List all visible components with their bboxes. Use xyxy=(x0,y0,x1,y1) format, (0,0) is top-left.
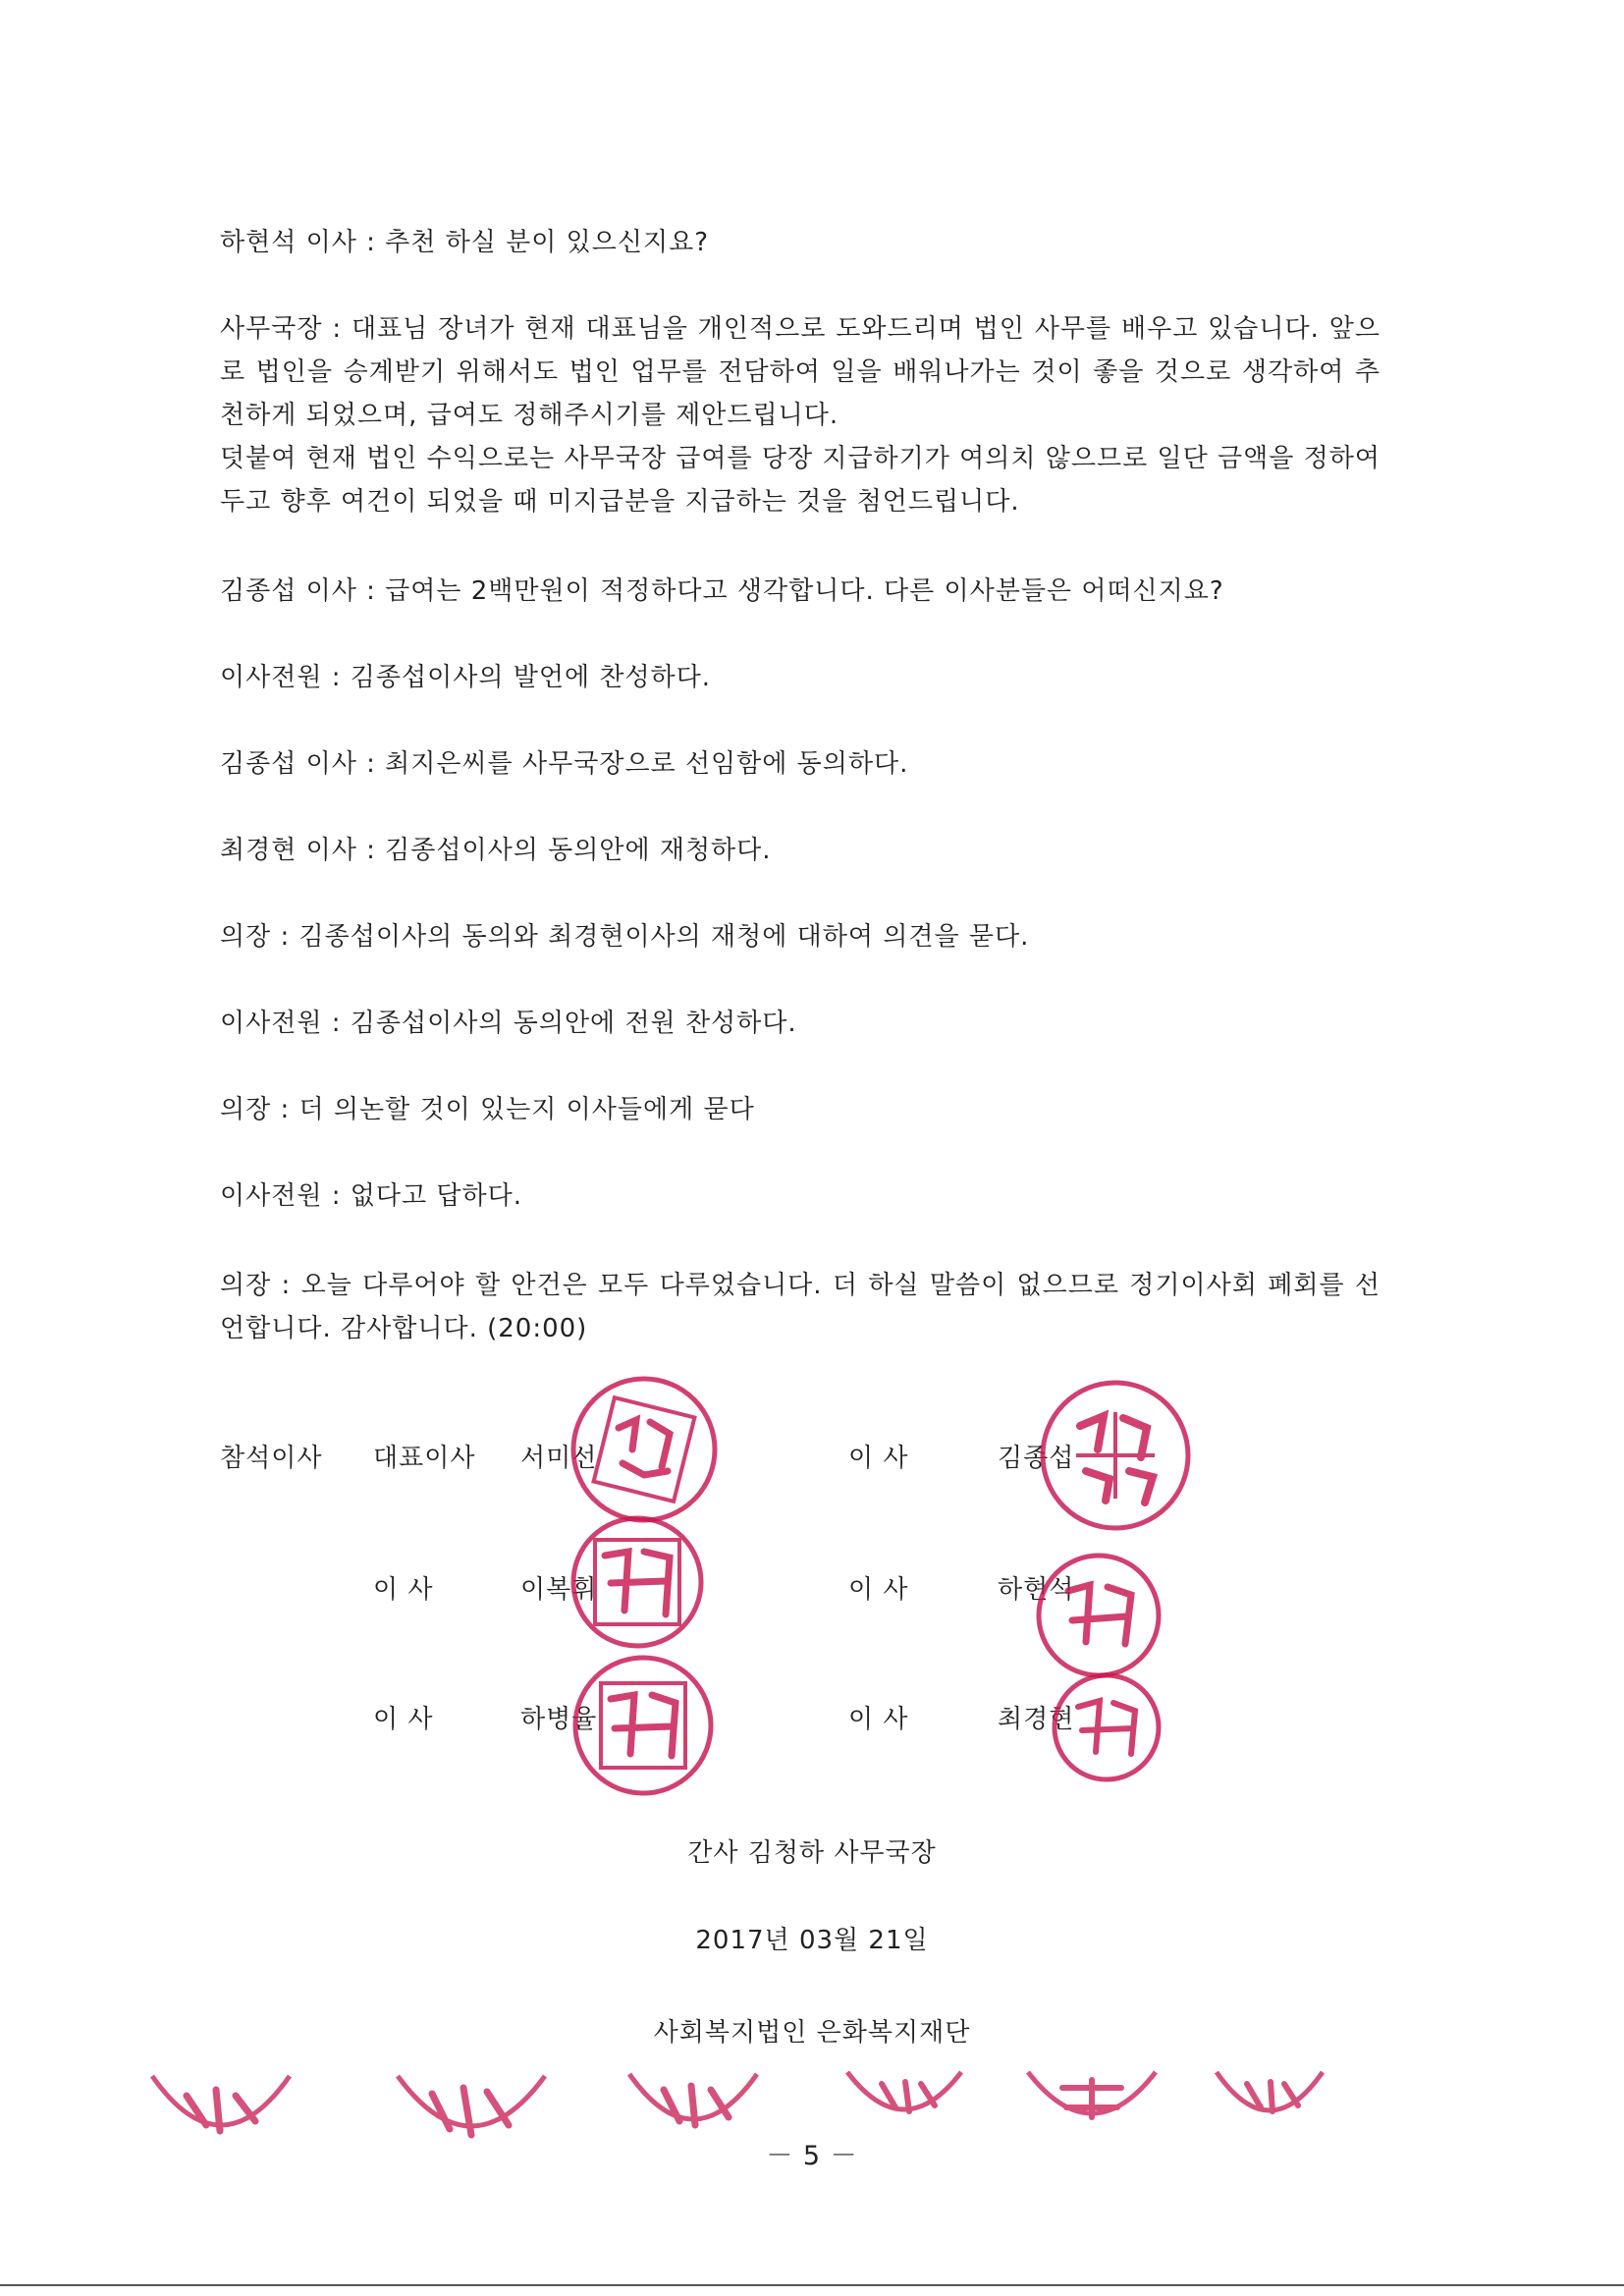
signature-role-right-3: 이 사 xyxy=(848,1705,909,1734)
signature-role-right-2: 이 사 xyxy=(848,1575,909,1605)
attendees-heading: 참석이사 xyxy=(220,1444,323,1473)
seal-stamp-ha-hyeonseok xyxy=(1033,1550,1164,1681)
bottom-partial-seal-5 xyxy=(1023,2066,1161,2135)
minutes-paragraph-5: 김종섭 이사 : 최지은씨를 사무국장으로 선임함에 동의하다. xyxy=(220,749,909,779)
bottom-partial-seal-6 xyxy=(1212,2066,1327,2129)
scan-bottom-edge xyxy=(0,2284,1624,2286)
seal-stamp-kim-jongseop xyxy=(1037,1377,1194,1534)
secretary-line: 간사 김청하 사무국장 xyxy=(687,1838,937,1868)
minutes-paragraph-2: 사무국장 : 대표님 장녀가 현재 대표님을 개인적으로 도와드리며 법인 사무를 배우고 있습니다. 앞으로 법인을 승계받기 위해서도 법인 업무를 전담하여 일을 배워나가는 것이 좋을 것으로 생각하여 추천하게 되었으며, 급여도 정해주시기를 제안드립니다. 덧붙여 현재 법인 수익으로는 사무국장 급여를 당장 지급하기가 여의치 않으므로 일단 금액을 정하여 두고 향후 여건이 되었을 때 미지급분을 지급하는 것을 첨언드립니다. xyxy=(220,314,1380,517)
bottom-partial-seal-3 xyxy=(624,2066,762,2145)
minutes-paragraph-7: 의장 : 김종섭이사의 동의와 최경현이사의 재청에 대하여 의견을 묻다. xyxy=(220,922,1030,952)
signature-name-left-2: 이복휘 xyxy=(520,1575,598,1605)
minutes-paragraph-1: 하현석 이사 : 추천 하실 분이 있으신지요? xyxy=(220,228,710,257)
seal-stamp-choi-gyeonghyeon xyxy=(1049,1669,1164,1785)
signature-role-left-3: 이 사 xyxy=(373,1705,434,1734)
seal-stamp-ha-byeongyul xyxy=(569,1652,717,1799)
minutes-paragraph-4: 이사전원 : 김종섭이사의 발언에 찬성하다. xyxy=(220,663,712,692)
organization-name: 사회복지법인 은화복지재단 xyxy=(653,2018,971,2048)
minutes-paragraph-3: 김종섭 이사 : 급여는 2백만원이 적정하다고 생각합니다. 다른 이사분들은 어떠신지요? xyxy=(220,576,1224,606)
minutes-paragraph-10: 이사전원 : 없다고 답하다. xyxy=(220,1181,522,1211)
signature-name-right-2: 하현석 xyxy=(998,1575,1075,1605)
document-date: 2017년 03월 21일 xyxy=(695,1926,929,1955)
minutes-paragraph-8: 이사전원 : 김종섭이사의 동의안에 전원 찬성하다. xyxy=(220,1009,797,1038)
signature-name-right-3: 최경현 xyxy=(998,1705,1075,1734)
signature-role-left-1: 대표이사 xyxy=(373,1444,476,1473)
signature-name-left-3: 하병율 xyxy=(520,1705,598,1734)
minutes-paragraph-11: 의장 : 오늘 다루어야 할 안건은 모두 다루었습니다. 더 하실 말씀이 없으므로 정기이사회 폐회를 선언합니다. 감사합니다. (20:00) xyxy=(220,1271,1380,1343)
signature-role-right-1: 이 사 xyxy=(848,1444,909,1473)
minutes-paragraph-9: 의장 : 더 의논할 것이 있는지 이사들에게 묻다 xyxy=(220,1095,755,1124)
signature-name-left-1: 서미선 xyxy=(520,1444,598,1473)
signature-role-left-2: 이 사 xyxy=(373,1575,434,1605)
minutes-paragraph-6: 최경현 이사 : 김종섭이사의 동의안에 재청하다. xyxy=(220,836,772,865)
signature-name-right-1: 김종섭 xyxy=(998,1444,1075,1473)
page-number: － 5 － xyxy=(766,2141,858,2171)
seal-stamp-lee-bokhwi xyxy=(568,1512,707,1652)
bottom-partial-seal-4 xyxy=(842,2066,966,2127)
seal-stamp-seo-misun xyxy=(568,1373,721,1526)
